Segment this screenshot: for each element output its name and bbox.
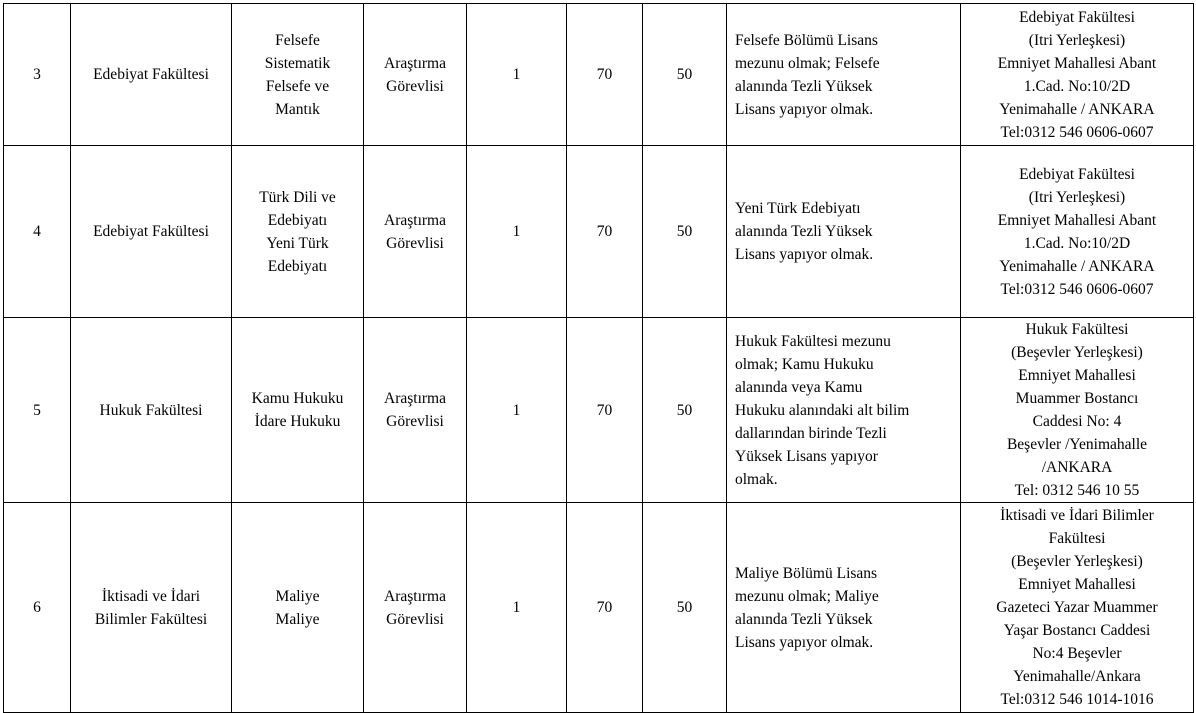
language-score-cell: 50 [643,318,727,503]
table-row [4,503,1194,713]
position-title-cell [364,318,467,503]
requirement-cell [727,318,961,503]
address-line: Emniyet Mahallesi [1018,576,1136,593]
requirement-line: Lisans yapıyor olmak. [735,246,874,263]
department-cell [232,318,364,503]
address-cell [961,4,1194,146]
address-cell [961,503,1194,713]
ales-score-cell: 70 [567,146,643,318]
address-line: (Itri Yerleşkesi) [1028,188,1126,206]
department-line: İdare Hukuku [254,413,341,430]
department-line: Yeni Türk [266,234,329,252]
address-line: Emniyet Mahallesi Abant [997,211,1157,229]
requirement-line: alanında Tezli Yüksek [735,77,873,95]
address-line: 1.Cad. No:10/2D [1023,234,1131,252]
address-line: Yenimahalle / ANKARA [999,100,1155,118]
requirement-cell [727,4,961,146]
address-line: Caddesi No: 4 [1032,413,1122,430]
address-line: /ANKARA [1041,459,1113,476]
faculty-cell [71,146,232,318]
address-line: Edebiyat Fakültesi [1019,8,1135,26]
address-line: Gazeteci Yazar Muammer [996,599,1158,616]
address-line: Beşevler /Yenimahalle [1006,436,1148,453]
address-cell [961,318,1194,503]
address-line: Edebiyat Fakültesi [1019,165,1135,183]
ales-score-cell: 70 [567,318,643,503]
requirement-line: Lisans yapıyor olmak. [735,633,874,651]
position-count-cell: 1 [467,4,567,146]
position-title-cell [364,146,467,318]
department-line: Mantık [275,100,320,118]
requirement-cell [727,503,961,713]
address-line: (Beşevler Yerleşkesi) [1011,344,1143,361]
language-score-cell: 50 [643,146,727,318]
requirement-line: olmak; Kamu Hukuku [735,355,874,373]
department-line: Kamu Hukuku [251,390,344,407]
address-line: Tel: 0312 546 10 55 [1014,482,1140,499]
faculty-cell [71,503,232,713]
faculty-cell [71,318,232,503]
requirement-line: alanında Tezli Yüksek [735,223,873,240]
address-line: 1.Cad. No:10/2D [1023,77,1131,95]
position-title-line: Görevlisi [386,234,444,252]
position-title-line: Araştırma [384,587,446,605]
address-line: Hukuk Fakültesi [1025,321,1129,338]
address-line: Yenimahalle / ANKARA [999,257,1155,275]
language-score-cell: 50 [643,4,727,146]
requirement-line: Felsefe Bölümü Lisans [735,31,878,49]
row-number-cell: 5 [4,318,71,503]
position-title-cell [364,503,467,713]
faculty-line: Edebiyat Fakültesi [93,223,209,240]
address-line: Fakültesi [1048,530,1106,547]
address-line: Tel:0312 546 1014-1016 [1000,691,1154,708]
positions-table [3,3,1194,713]
ales-score-cell: 70 [567,4,643,146]
position-title-line: Araştırma [384,390,446,407]
department-cell [232,503,364,713]
position-title-line: Araştırma [384,54,446,72]
position-title-line: Görevlisi [386,610,444,628]
position-count-cell: 1 [467,146,567,318]
table-row [4,4,1194,146]
faculty-line: İktisadi ve İdari [101,587,201,605]
position-title-line: Görevlisi [386,413,444,430]
address-line: Yaşar Bostancı Caddesi [1003,622,1151,639]
department-line: Edebiyatı [267,257,328,275]
department-line: Sistematik [264,54,331,72]
address-line: (Itri Yerleşkesi) [1028,31,1126,49]
requirement-line: mezunu olmak; Felsefe [735,54,880,72]
address-line: Emniyet Mahallesi Abant [997,54,1157,72]
department-line: Türk Dili ve [259,188,336,206]
row-number-cell: 6 [4,503,71,713]
department-line: Maliye [275,610,320,628]
position-title-cell [364,4,467,146]
faculty-line: Hukuk Fakültesi [99,401,203,419]
ales-score-cell: 70 [567,503,643,713]
address-line: Muammer Bostancı [1015,390,1139,407]
position-count-cell: 1 [467,503,567,713]
language-score-cell: 50 [643,503,727,713]
requirement-line: Lisans yapıyor olmak. [735,100,874,118]
address-line: Tel:0312 546 0606-0607 [1000,280,1154,298]
requirement-cell [727,146,961,318]
requirement-line: Hukuk Fakültesi mezunu [735,332,891,350]
table-row [4,318,1194,503]
department-line: Felsefe ve [265,77,330,95]
department-line: Felsefe [275,31,320,49]
faculty-cell [71,4,232,146]
address-line: İktisadi ve İdari Bilimler [1000,507,1154,524]
department-line: Edebiyatı [267,211,328,229]
department-cell [232,4,364,146]
requirement-line: alanında veya Kamu [735,378,863,396]
position-title-line: Görevlisi [386,77,444,95]
requirement-line: dallarından birinde Tezli [735,424,887,442]
position-title-line: Araştırma [384,211,446,229]
department-cell [232,146,364,318]
requirement-line: mezunu olmak; Maliye [735,587,879,605]
address-line: No:4 Beşevler [1032,645,1122,662]
requirement-line: Maliye Bölümü Lisans [735,564,878,582]
row-number-cell: 3 [4,4,71,146]
address-line: (Beşevler Yerleşkesi) [1011,553,1143,570]
position-count-cell: 1 [467,318,567,503]
address-line: Yenimahalle/Ankara [1013,668,1141,685]
requirement-line: alanında Tezli Yüksek [735,610,873,628]
address-line: Emniyet Mahallesi [1018,367,1136,384]
faculty-line: Edebiyat Fakültesi [93,66,209,83]
faculty-line: Bilimler Fakültesi [94,610,208,628]
row-number-cell: 4 [4,146,71,318]
table-row [4,146,1194,318]
requirement-line: olmak. [735,470,778,488]
requirement-line: Hukuku alanındaki alt bilim [735,401,910,419]
table-body [4,4,1194,713]
requirement-line: Yüksek Lisans yapıyor [735,447,878,465]
address-line: Tel:0312 546 0606-0607 [1000,123,1154,141]
requirement-line: Yeni Türk Edebiyatı [735,200,861,217]
department-line: Maliye [275,587,320,605]
address-cell [961,146,1194,318]
